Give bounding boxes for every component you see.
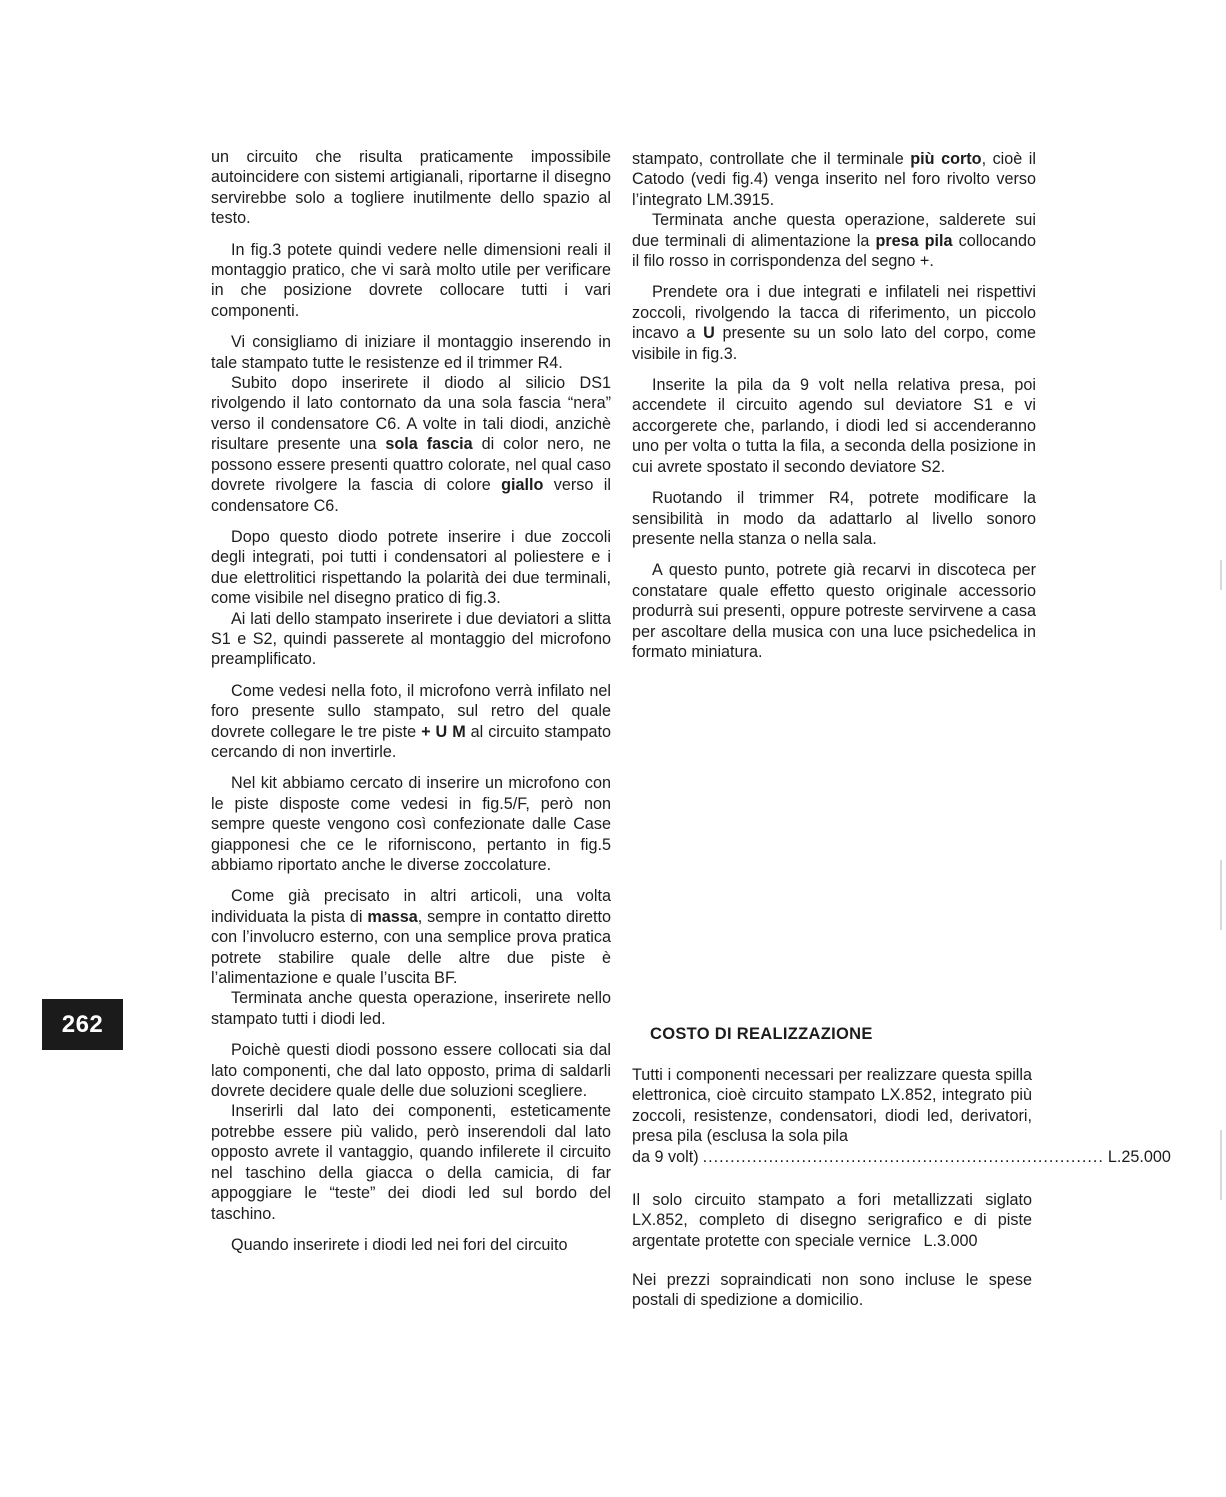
text-run: Poichè questi diodi possono essere collocati sia dal lato componenti, che dal lato opposto, prima di saldarli dovrete decidere quale delle due soluzioni scegliere.	[211, 1041, 611, 1101]
pcb-price-value: L.3.000	[923, 1231, 978, 1250]
text-run: Nel kit abbiamo cercato di inserire un microfono con le piste disposte come vedesi in fig.5/F, però non sempre queste vengono così confezionate dalle Case giapponesi che ce le riforniscono, pertanto in fig.5 abbiamo riportato anche le diverse zoccolature.	[211, 774, 611, 874]
kit-price-label: da 9 volt)	[632, 1147, 699, 1166]
text-run: Terminata anche questa operazione, inserirete nello stampato tutti i diodi led.	[211, 989, 611, 1028]
kit-price-paragraph	[632, 1065, 1171, 1167]
body-paragraph	[211, 240, 611, 322]
body-paragraph	[211, 373, 611, 516]
shipping-note	[632, 1270, 1032, 1311]
body-paragraph	[632, 488, 1036, 549]
text-run: , cioè il Catodo (vedi fig.4) venga inserito nel foro rivolto verso l’integrato LM.3915.	[632, 150, 1037, 209]
cost-section-heading: COSTO DI REALIZZAZIONE	[650, 1025, 873, 1043]
scan-edge-mark	[1220, 860, 1222, 930]
kit-description: Tutti i componenti necessari per realizzare questa spilla elettronica, cioè circuito stampato LX.852, integrato più zoccoli, resistenze, condensatori, diodi led, derivatori, presa pila (esclusa la sola pila	[632, 1066, 1032, 1146]
body-paragraph	[211, 147, 611, 229]
body-paragraph	[632, 560, 1036, 662]
right-text-column	[632, 149, 1036, 673]
kit-price-value: L.25.000	[1107, 1147, 1171, 1166]
bold-text: + U M	[421, 722, 466, 741]
text-run: Vi consigliamo di iniziare il montaggio inserendo in tale stampato tutte le resistenze ed il trimmer R4.	[211, 333, 611, 372]
text-run: Inserite la pila da 9 volt nella relativa presa, poi accendete il circuito agendo sul deviatore S1 e vi accorgerete che, parlando, i diodi led si accenderanno uno per volta o tutta la fila, a seconda della posizione in cui avrete spostato il secondo deviatore S2.	[632, 376, 1036, 476]
body-paragraph	[211, 773, 611, 875]
text-run: Come vedesi nella foto, il microfono verrà infilato nel foro presente sullo stampato, sul retro del quale dovrete collegare le tre piste	[211, 681, 611, 741]
body-paragraph	[632, 210, 1036, 271]
body-paragraph	[211, 1040, 611, 1101]
text-run: Prendete ora i due integrati e infilateli nei rispettivi zoccoli, rivolgendo la tacca di riferimento, un piccolo incavo a	[632, 283, 1036, 343]
text-run: Come già precisato in altri articoli, una volta individuata la pista di	[211, 887, 611, 926]
page-number-badge: 262	[42, 999, 123, 1050]
body-paragraph	[211, 527, 611, 609]
text-run: Ruotando il trimmer R4, potrete modificare la sensibilità in modo da adattarlo al livello sonoro presente nella stanza o nella sala.	[632, 489, 1036, 548]
pcb-description-text: Il solo circuito stampato a fori metallizzati siglato LX.852, completo di disegno serigrafico e di piste argentate protette con speciale vernice	[632, 1191, 1032, 1250]
bold-text: presa pila	[875, 231, 953, 250]
pcb-description	[632, 1190, 1032, 1251]
text-run: Inserirli dal lato dei componenti, esteticamente potrebbe essere più valido, però inserendoli dal lato opposto avrete il vantaggio, quando infilerete il circuito nel taschino della giacca o della camicia, di far appoggiare le “teste” dei diodi led sul bordo del taschino.	[211, 1102, 611, 1223]
pcb-price-paragraph	[632, 1190, 1032, 1251]
text-run: verso il condensatore C6.	[211, 476, 611, 515]
text-run: Ai lati dello stampato inserirete i due deviatori a slitta S1 e S2, quindi passerete al montaggio del microfono preamplificato.	[211, 609, 611, 669]
bold-text: massa	[367, 907, 418, 926]
text-run: presente su un solo lato del corpo, come visibile in fig.3.	[632, 324, 1037, 363]
body-paragraph	[632, 282, 1036, 364]
text-run: Subito dopo inserirete il diodo al silicio DS1 rivolgendo il lato contornato da una sola fascia “nera” verso il condensatore C6. A volte in tali diodi, anzichè risultare presente una	[211, 374, 611, 454]
text-run: In fig.3 potete quindi vedere nelle dimensioni reali il montaggio pratico, che vi sarà molto utile per verificare in che posizione dovrete collocare tutti i vari componenti.	[211, 240, 611, 320]
text-run: stampato, controllate che il terminale	[632, 150, 911, 168]
body-paragraph	[211, 332, 611, 373]
text-run: un circuito che risulta praticamente impossibile autoincidere con sistemi artigianali, riportarne il disegno servirebbe solo a togliere inutilmente dello spazio al testo.	[211, 148, 611, 228]
bold-text: sola fascia	[385, 435, 473, 454]
body-paragraph	[211, 988, 611, 1029]
text-run: A questo punto, potrete già recarvi in discoteca per constatare quale effetto questo originale accessorio produrrà sui presenti, oppure potreste servirvene a casa per ascoltare della musica con una luce psichedelica in formato miniatura.	[632, 561, 1036, 661]
shipping-note-text: Nei prezzi sopraindicati non sono incluse le spese postali di spedizione a domicilio.	[632, 1271, 1032, 1310]
body-paragraph	[632, 375, 1036, 477]
text-run: Dopo questo diodo potrete inserire i due zoccoli degli integrati, poi tutti i condensatori al poliestere e i due elettrolitici rispettando la polarità dei due terminali, come visibile nel disegno pratico di fig.3.	[211, 527, 611, 608]
text-run: , sempre in contatto diretto con l’involucro esterno, con una semplice prova pratica potrete stabilire quale delle altre due piste è l’alimentazione e quale l’uscita BF.	[211, 907, 611, 988]
leader-dots: .........................................................................	[702, 1147, 1104, 1166]
scan-edge-mark	[1220, 560, 1222, 590]
text-run: di color nero, ne possono essere presenti quattro colorate, nel qual caso dovrete rivolgere la fascia di colore	[211, 435, 611, 495]
body-paragraph	[211, 609, 611, 670]
text-run: collocando il filo rosso in corrispondenza del segno +.	[632, 231, 1036, 271]
bold-text: più corto	[910, 150, 982, 168]
bold-text: U	[703, 324, 715, 343]
scan-edge-mark	[1220, 1130, 1222, 1200]
body-paragraph	[211, 886, 611, 988]
left-text-column	[211, 147, 611, 1266]
text-run: Terminata anche questa operazione, salderete sui due terminali di alimentazione la	[632, 211, 1036, 250]
body-paragraph	[211, 681, 611, 763]
text-run: al circuito stampato cercando di non invertirle.	[211, 722, 612, 761]
bold-text: giallo	[501, 476, 544, 495]
body-paragraph	[632, 149, 1036, 210]
body-paragraph	[211, 1101, 611, 1223]
body-paragraph	[211, 1235, 611, 1255]
text-run: Quando inserirete i diodi led nei fori del circuito	[231, 1235, 568, 1254]
kit-price-line	[632, 1147, 1171, 1167]
